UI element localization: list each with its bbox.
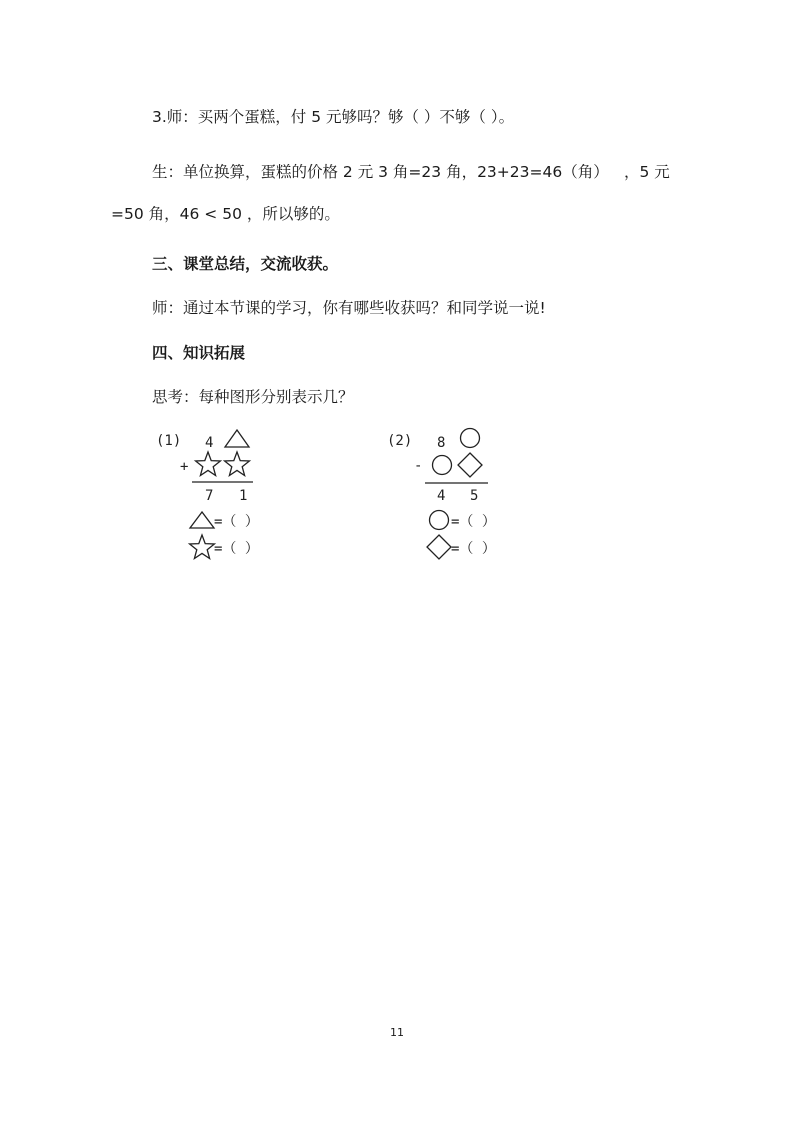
problem-2-operator: - (414, 458, 423, 474)
problem-1-top-digit: 4 (205, 435, 214, 451)
problem-2-diamond-answer: =（ ） (451, 541, 496, 557)
section-heading-summary: 三、课堂总结，交流收获。 (152, 255, 339, 273)
problem-2-figure (385, 425, 515, 565)
problem-1-star-answer: =（ ） (214, 541, 259, 557)
triangle-icon (225, 430, 249, 447)
triangle-icon (190, 512, 214, 528)
problem-2-label: (2) (387, 433, 413, 449)
question-3: 3.师：买两个蛋糕，付 5 元够吗？够（ ）不够（ ）。 (152, 108, 515, 126)
diamond-icon (427, 535, 451, 559)
diamond-icon-ones (458, 453, 482, 477)
problem-1-operator: + (180, 459, 189, 475)
problem-2-top-digit: 8 (437, 435, 446, 451)
problem-1-figure (150, 425, 280, 565)
section-heading-extension: 四、知识拓展 (152, 344, 246, 362)
problem-2-circle-answer: =（ ） (451, 514, 496, 530)
star-icon-ones (225, 452, 250, 476)
teacher-prompt: 师：通过本节课的学习，你有哪些收获吗？和同学说一说! (152, 299, 546, 317)
problem-1-result-tens: 7 (205, 488, 214, 504)
problem-1-result-ones: 1 (239, 488, 248, 504)
student-answer-line-1: 生：单位换算，蛋糕的价格 2 元 3 角=23 角，23+23=46（角） (152, 163, 609, 181)
circle-icon-tens (433, 456, 452, 475)
problem-2-result-tens: 4 (437, 488, 446, 504)
circle-icon (430, 511, 449, 530)
student-answer-line-1-tail: ，5 元 (624, 163, 670, 181)
problem-1-triangle-answer: =（ ） (214, 514, 259, 530)
thinking-prompt: 思考：每种图形分别表示几？ (152, 388, 354, 406)
student-answer-line-2: =50 角，46 < 50 ，所以够的。 (111, 205, 340, 223)
star-icon-tens (196, 452, 221, 476)
problem-1-label: (1) (156, 433, 182, 449)
star-icon (190, 535, 215, 559)
page-number: 11 (390, 1026, 404, 1039)
circle-icon (461, 429, 480, 448)
problem-2-result-ones: 5 (470, 488, 479, 504)
